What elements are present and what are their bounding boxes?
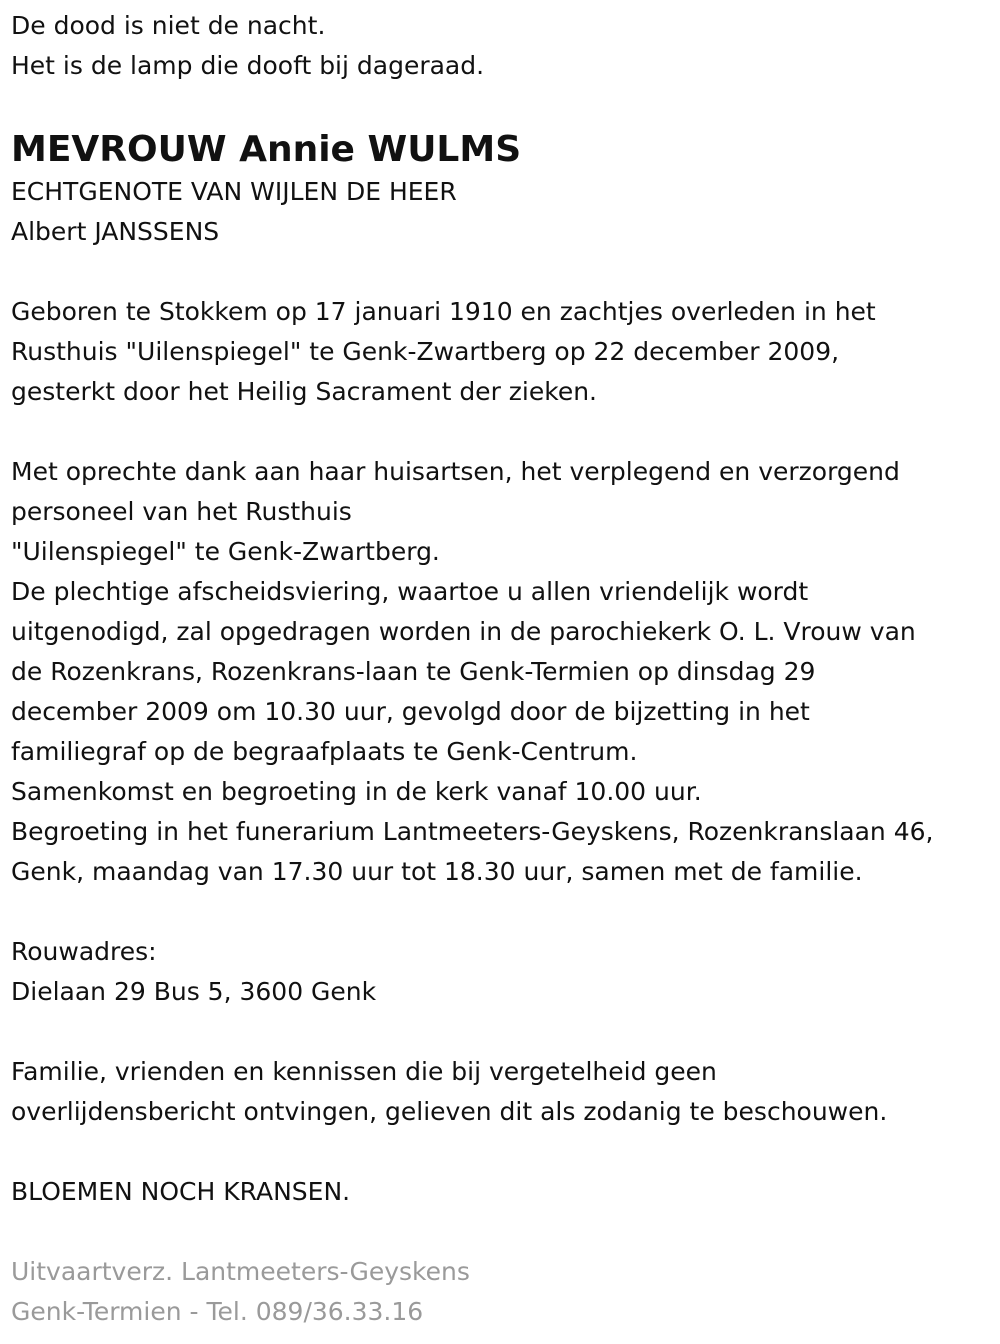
thanks-ceremony-paragraph	[11, 452, 996, 892]
paragraph-line: gesterkt door het Heilig Sacrament der zieken.	[11, 377, 597, 406]
spacer	[11, 1012, 996, 1052]
paragraph-line: "Uilenspiegel" te Genk-Zwartberg.	[11, 537, 440, 566]
quote-line: Het is de lamp die dooft bij dageraad.	[11, 51, 485, 80]
funeral-home-footer	[11, 1252, 996, 1332]
paragraph-line: uitgenodigd, zal opgedragen worden in de parochiekerk O. L. Vrouw van	[11, 617, 916, 646]
paragraph-line: overlijdensbericht ontvingen, gelieven dit als zodanig te beschouwen.	[11, 1097, 888, 1126]
paragraph-line: personeel van het Rusthuis	[11, 497, 352, 526]
paragraph-line: De plechtige afscheidsviering, waartoe u allen vriendelijk wordt	[11, 577, 809, 606]
address-label: Rouwadres:	[11, 937, 157, 966]
paragraph-line: familiegraf op de begraafplaats te Genk-Centrum.	[11, 737, 638, 766]
spouse-name: Albert JANSSENS	[11, 217, 220, 246]
flowers-notice: BLOEMEN NOCH KRANSEN.	[11, 1177, 351, 1206]
paragraph-line: Samenkomst en begroeting in de kerk vanaf 10.00 uur.	[11, 777, 702, 806]
paragraph-line: de Rozenkrans, Rozenkrans-laan te Genk-Termien op dinsdag 29	[11, 657, 816, 686]
paragraph-line: Begroeting in het funerarium Lantmeeters-Geyskens, Rozenkranslaan 46,	[11, 817, 934, 846]
birth-death-paragraph	[11, 292, 996, 412]
spacer	[11, 1132, 996, 1172]
notice-paragraph	[11, 1052, 996, 1132]
paragraph-line: Met oprechte dank aan haar huisartsen, het verplegend en verzorgend	[11, 457, 900, 486]
quote-line: De dood is niet de nacht.	[11, 11, 326, 40]
spacer	[11, 412, 996, 452]
spacer	[11, 892, 996, 932]
address-value: Dielaan 29 Bus 5, 3600 Genk	[11, 977, 377, 1006]
deceased-name: MEVROUW Annie WULMS	[11, 129, 522, 170]
spacer	[11, 252, 996, 292]
spacer	[11, 1212, 996, 1252]
paragraph-line: december 2009 om 10.30 uur, gevolgd door de bijzetting in het	[11, 697, 810, 726]
quote-block	[11, 6, 996, 86]
funeral-home-name: Uitvaartverz. Lantmeeters-Geyskens	[11, 1257, 470, 1286]
paragraph-line: Rusthuis "Uilenspiegel" te Genk-Zwartberg op 22 december 2009,	[11, 337, 840, 366]
death-notice	[11, 6, 996, 1332]
mourning-address	[11, 932, 996, 1012]
funeral-home-contact: Genk-Termien - Tel. 089/36.33.16	[11, 1297, 424, 1326]
paragraph-line: Geboren te Stokkem op 17 januari 1910 en zachtjes overleden in het	[11, 297, 876, 326]
relation-line: ECHTGENOTE VAN WIJLEN DE HEER	[11, 177, 457, 206]
paragraph-line: Genk, maandag van 17.30 uur tot 18.30 uur, samen met de familie.	[11, 857, 863, 886]
paragraph-line: Familie, vrienden en kennissen die bij vergetelheid geen	[11, 1057, 717, 1086]
